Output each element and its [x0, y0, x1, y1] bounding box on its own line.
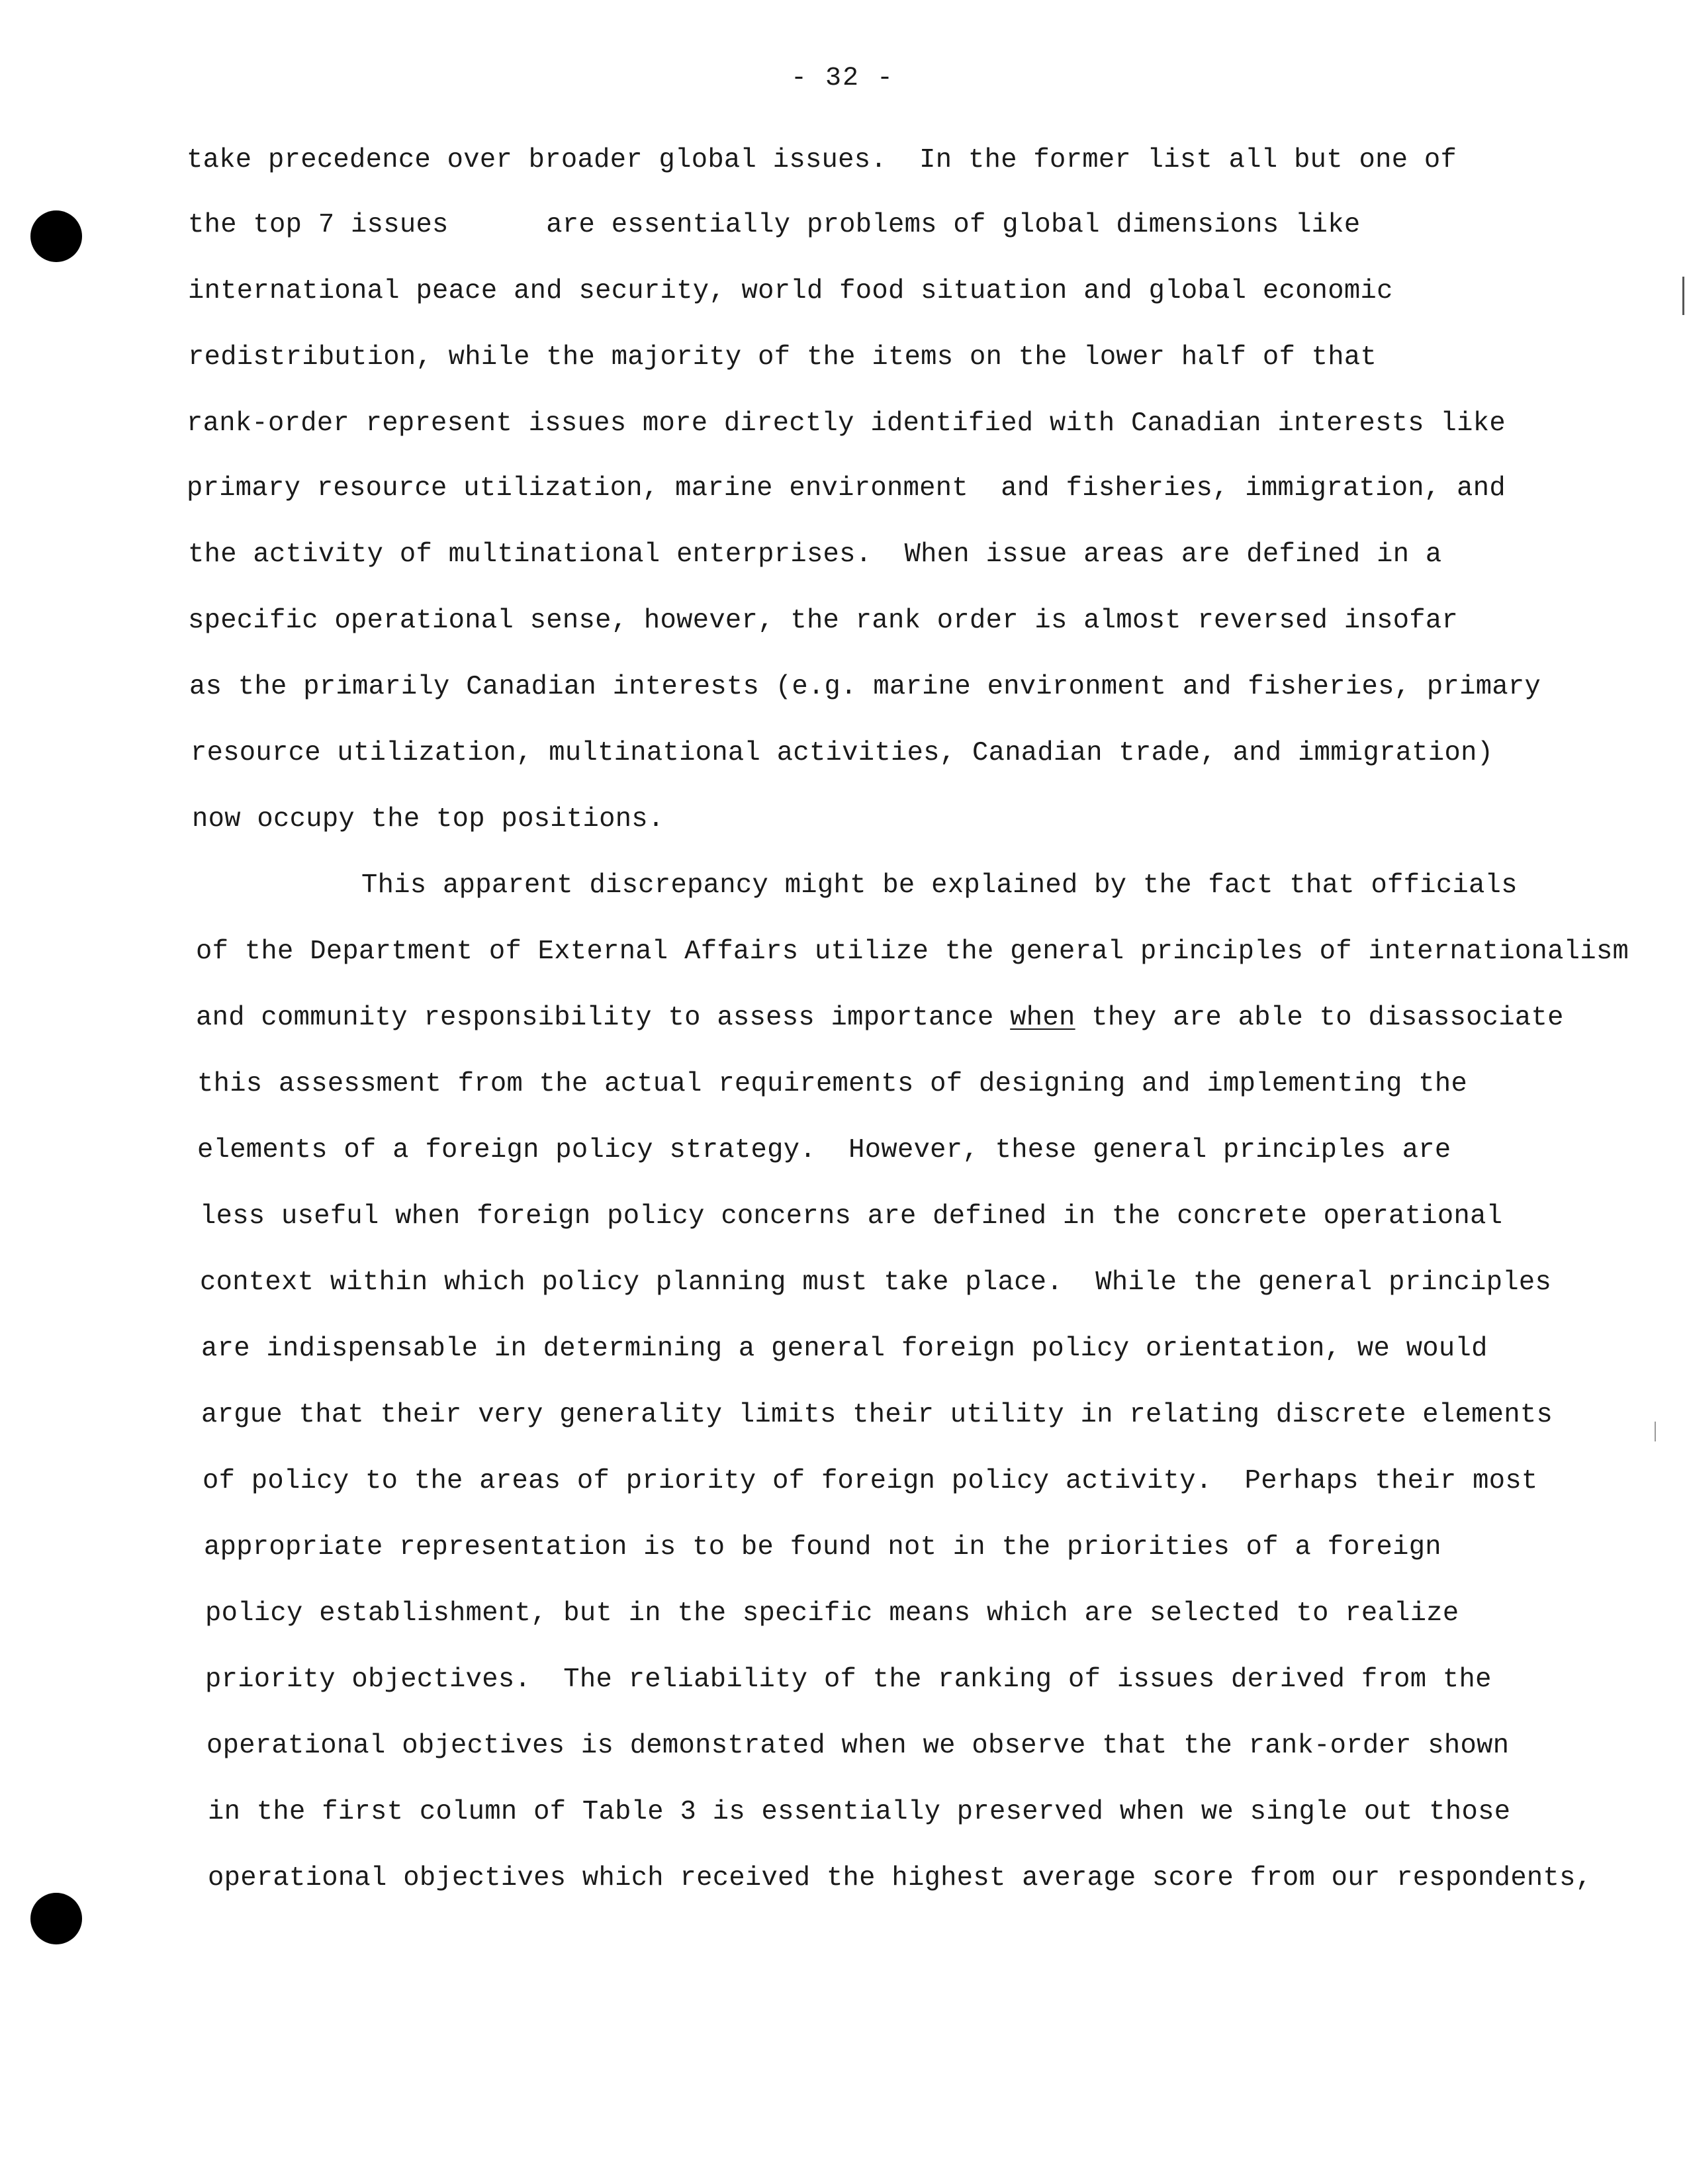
text-line: of the Department of External Affairs utilize the general principles of internationalism: [196, 936, 1629, 967]
text-segment: and community responsibility to assess importance: [196, 1003, 1011, 1033]
text-line: redistribution, while the majority of the items on the lower half of that: [188, 342, 1377, 373]
text-line: priority objectives. The reliability of the ranking of issues derived from the: [205, 1664, 1492, 1695]
text-line: of policy to the areas of priority of foreign policy activity. Perhaps their most: [203, 1466, 1538, 1496]
text-line: are indispensable in determining a general foreign policy orientation, we would: [201, 1334, 1488, 1364]
text-line: appropriate representation is to be found not in the priorities of a foreign: [204, 1532, 1441, 1563]
text-line: [196, 1005, 1564, 1032]
text-line: policy establishment, but in the specific means which are selected to realize: [205, 1598, 1459, 1629]
text-line: as the primarily Canadian interests (e.g. marine environment and fisheries, primary: [189, 672, 1541, 702]
page-number: - 32 -: [790, 64, 895, 93]
text-line: argue that their very generality limits their utility in relating discrete elements: [201, 1400, 1553, 1430]
punch-hole-bottom: [30, 1893, 82, 1944]
text-line: This apparent discrepancy might be explained by the fact that officials: [361, 870, 1518, 901]
text-line: elements of a foreign policy strategy. However, these general principles are: [197, 1135, 1451, 1165]
margin-mark: [1655, 1422, 1656, 1441]
text-line: now occupy the top positions.: [192, 804, 664, 835]
text-line: international peace and security, world food situation and global economic: [188, 276, 1393, 306]
text-line: primary resource utilization, marine environment and fisheries, immigration, and: [187, 473, 1506, 504]
text-line: specific operational sense, however, the rank order is almost reversed insofar: [188, 606, 1459, 636]
margin-mark: [1682, 277, 1684, 315]
punch-hole-top: [30, 210, 82, 262]
text-line: the top 7 issues are essentially problems of global dimensions like: [188, 210, 1361, 240]
text-line: in the first column of Table 3 is essentially preserved when we single out those: [208, 1797, 1511, 1827]
text-line: this assessment from the actual requirements of designing and implementing the: [197, 1069, 1468, 1099]
text-line: less useful when foreign policy concerns are defined in the concrete operational: [200, 1201, 1503, 1232]
text-line: rank-order represent issues more directly identified with Canadian interests like: [187, 408, 1506, 439]
underlined-word: when: [1010, 1003, 1075, 1033]
text-segment: they are able to disassociate: [1075, 1003, 1564, 1033]
text-line: the activity of multinational enterprises. When issue areas are defined in a: [188, 539, 1442, 570]
text-line: operational objectives which received the highest average score from our respondents,: [208, 1863, 1592, 1893]
text-line: operational objectives is demonstrated when we observe that the rank-order shown: [206, 1731, 1510, 1761]
text-line: context within which policy planning must take place. While the general principles: [200, 1267, 1552, 1298]
text-line: take precedence over broader global issues. In the former list all but one of: [187, 145, 1457, 175]
text-line: resource utilization, multinational activities, Canadian trade, and immigration): [191, 738, 1494, 768]
